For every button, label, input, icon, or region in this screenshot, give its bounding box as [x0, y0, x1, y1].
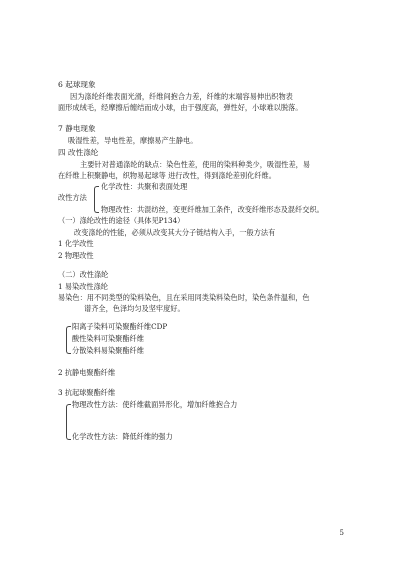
pilling-chemical: 化学改性方法：降低纤维的强力: [72, 432, 173, 441]
dye-disperse: 分散染料易染聚酯纤维: [72, 346, 144, 355]
method-physical: 物理改性：共混纺丝，变更纤维加工条件，改变纤维形态及混纤交织。: [101, 205, 324, 214]
subsection-1-item-1: 1 化学改性: [58, 239, 94, 248]
section-4-body-2: 在纤维上积聚静电，织物易起球等 进行改性，得到涤纶差别化纤维。: [58, 171, 276, 180]
subsection-1-body: 改变涤纶的性能，必须从改变其大分子链结构入手，一般方法有: [74, 228, 276, 237]
section-4-body-1: 主要针对普通涤纶的缺点：染色性差，使用的染料种类少，吸湿性差，易: [80, 160, 311, 169]
method-chemical: 化学改性：共聚和表面处理: [101, 182, 188, 191]
section-6-body-1: 因为涤纶纤维表面光滑，纤维间抱合力差，纤维的末端容易伸出织物表: [70, 92, 293, 101]
dye-acid: 酸性染料可染聚酯纤维: [72, 334, 144, 343]
method-brace: [94, 186, 99, 213]
page-number: 5: [339, 529, 344, 537]
dye-cationic: 阳离子染料可染聚酯纤维CDP: [72, 322, 168, 331]
subsection-2-item-1-body-2: 谱齐全，色泽均匀及坚牢度好。: [84, 304, 185, 313]
dye-brace: [66, 326, 71, 354]
subsection-1-item-2: 2 物理改性: [58, 251, 94, 260]
subsection-2-item-1-body-1: 易染色：用不同类型的染料染色，且在采用同类染料染色时，染色条件温和，色: [58, 293, 310, 302]
pilling-brace: [66, 404, 71, 440]
subsection-1-title: （一）涤纶改性的途径（具体见P134）: [58, 216, 185, 225]
section-6-body-2: 面形成绒毛，经摩擦后缠结而成小球，由于强度高，弹性好，小球难以脱落。: [58, 103, 303, 112]
method-label: 改性方法: [58, 193, 87, 202]
subsection-2-title: （二）改性涤纶: [58, 270, 109, 279]
section-7-title: 7 静电现象: [58, 124, 96, 133]
subsection-2-item-1: 1 易染改性涤纶: [58, 282, 108, 291]
section-4-title: 四 改性涤纶: [58, 148, 99, 157]
subsection-2-item-2: 2 抗静电聚酯纤维: [58, 368, 116, 377]
section-7-body: 吸湿性差，导电性差，摩擦易产生静电。: [68, 136, 198, 145]
subsection-2-item-3: 3 抗起球聚酯纤维: [58, 388, 116, 397]
section-6-title: 6 起球现象: [58, 80, 96, 89]
pilling-physical: 物理改性方法：使纤维截面异形化，增加纤维抱合力: [72, 400, 238, 409]
